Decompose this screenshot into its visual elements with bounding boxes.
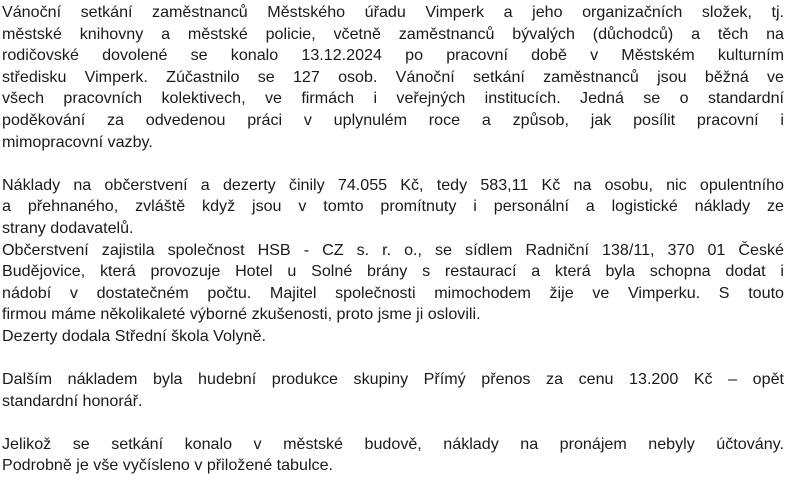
paragraph-spacer	[2, 348, 784, 370]
paragraph-refreshment-costs	[2, 175, 784, 240]
text-line: Dezerty dodala Střední škola Volyně.	[2, 326, 266, 345]
text-line: rodičovské dovolené se konalo 13.12.2024 po pracovní době v Městském kulturním	[2, 46, 784, 65]
text-line: Jelikož se setkání konalo v městské budově, náklady na pronájem nebyly účtovány.	[2, 434, 784, 453]
paragraph-dessert-supplier	[2, 326, 784, 348]
text-line: Dalším nákladem byla hudební produkce skupiny Přímý přenos za cenu 13.200 Kč – opět	[2, 370, 784, 389]
text-line: a přehnaného, zvláště když jsou v tomto promítnuty i personální a logistické náklady ze	[2, 197, 784, 216]
paragraph-music-costs	[2, 369, 784, 412]
paragraph-catering-supplier	[2, 240, 784, 326]
text-line: všech pracovních kolektivech, ve firmách i veřejných institucích. Jedná se o standardní	[2, 89, 784, 108]
text-line: středisku Vimperk. Zúčastnilo se 127 osob. Vánoční setkání zaměstnanců jsou běžná ve	[2, 67, 784, 86]
text-line: strany dodavatelů.	[2, 218, 134, 237]
text-line: Podrobně je vše vyčísleno v přiložené tabulce.	[2, 456, 334, 475]
text-line: standardní honorář.	[2, 391, 143, 410]
text-line: Budějovice, která provozuje Hotel u Solné brány s restaurací a která byla schopna dodat i	[2, 262, 784, 281]
paragraph-spacer	[2, 412, 784, 434]
document-body	[2, 2, 784, 477]
text-line: Občerstvení zajistila společnost HSB - CZ s. r. o., se sídlem Radniční 138/11, 370 01 České	[2, 240, 784, 259]
text-line: Náklady na občerstvení a dezerty činily 74.055 Kč, tedy 583,11 Kč na osobu, nic opulentního	[2, 175, 784, 194]
paragraph-rental-note	[2, 434, 784, 477]
text-line: firmou máme několikaleté výborné zkušenosti, proto jsme ji oslovili.	[2, 305, 481, 324]
text-line: mimopracovní vazby.	[2, 132, 153, 151]
paragraph-spacer	[2, 153, 784, 175]
text-line: nádobí v dostatečném počtu. Majitel společnosti mimochodem žije ve Vimperku. S touto	[2, 283, 784, 302]
text-line: Vánoční setkání zaměstnanců Městského úřadu Vimperk a jeho organizačních složek, tj.	[2, 3, 784, 21]
text-line: poděkování za odvedenou práci v uplynulém roce a způsob, jak posílit pracovní i	[2, 110, 784, 129]
paragraph-christmas-meeting	[2, 2, 784, 153]
text-line: městské knihovny a městské policie, včetně zaměstnanců bývalých (důchodců) a těch na	[2, 24, 784, 43]
